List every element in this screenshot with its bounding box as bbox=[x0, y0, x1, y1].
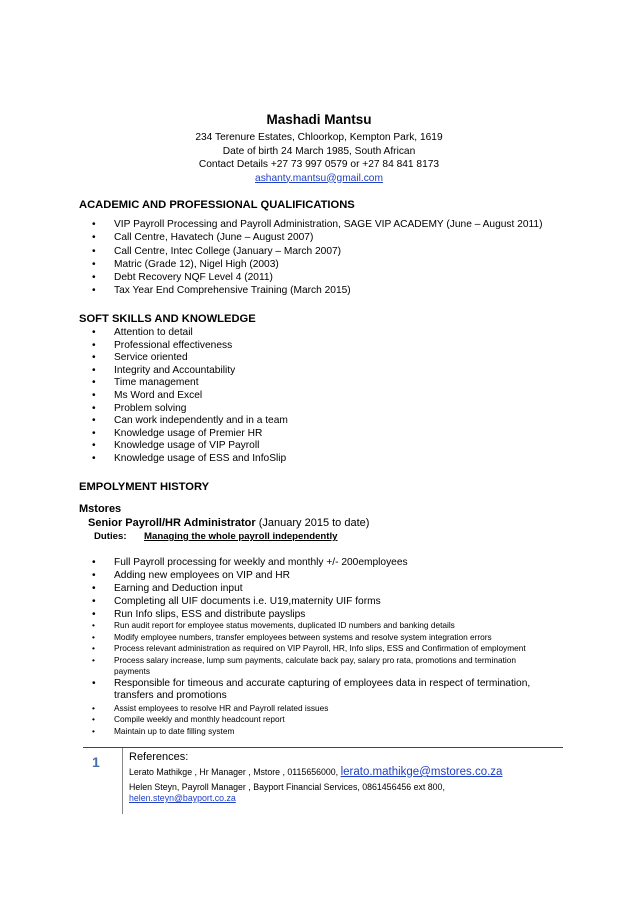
list-item-text: VIP Payroll Processing and Payroll Administration, SAGE VIP ACADEMY (June – August 2011) bbox=[114, 219, 543, 230]
company-name: Mstores bbox=[79, 503, 122, 515]
list-item-text: Modify employee numbers, transfer employees between systems and resolve system integration errors bbox=[114, 631, 492, 642]
list-item-text: Run Info slips, ESS and distribute payslips bbox=[114, 609, 306, 621]
list-item bbox=[0, 377, 288, 390]
bullet-icon: • bbox=[92, 352, 96, 364]
list-item bbox=[0, 352, 288, 365]
list-item bbox=[0, 245, 542, 258]
history-title: EMPOLYMENT HISTORY bbox=[79, 481, 210, 493]
bullet-icon: • bbox=[92, 427, 96, 439]
footer-divider bbox=[83, 747, 563, 748]
list-item bbox=[0, 703, 544, 715]
list-item bbox=[0, 403, 288, 416]
reference-2-email[interactable]: helen.steyn@bayport.co.za bbox=[129, 793, 236, 803]
list-item-text: Call Centre, Intec College (January – March 2007) bbox=[114, 245, 342, 257]
list-item-text: Run audit report for employee status movements, duplicated ID numbers and banking details bbox=[114, 620, 455, 630]
skills-list bbox=[0, 327, 288, 466]
bullet-icon: • bbox=[92, 272, 96, 284]
list-item-text: Knowledge usage of VIP Payroll bbox=[114, 440, 260, 452]
bullet-icon: • bbox=[92, 327, 96, 338]
list-item-text: Knowledge usage of ESS and InfoSlip bbox=[114, 452, 287, 464]
list-item-text: Integrity and Accountability bbox=[114, 364, 236, 376]
list-item-text: Maintain up to date filling system bbox=[114, 725, 235, 736]
list-item-text: Ms Word and Excel bbox=[114, 389, 203, 401]
candidate-name: Mashadi Mantsu bbox=[266, 112, 372, 127]
list-item bbox=[0, 340, 288, 353]
position-line bbox=[88, 517, 369, 529]
bullet-icon: • bbox=[92, 377, 96, 389]
list-item-text: Debt Recovery NQF Level 4 (2011) bbox=[114, 272, 273, 284]
bullet-icon: • bbox=[92, 620, 95, 630]
list-item bbox=[0, 726, 544, 738]
list-item bbox=[0, 595, 408, 608]
list-item-text: Adding new employees on VIP and HR bbox=[114, 570, 290, 582]
bullet-icon: • bbox=[92, 557, 96, 568]
list-item bbox=[0, 218, 542, 231]
reference-1-email[interactable]: lerato.mathikge@mstores.co.za bbox=[340, 766, 503, 778]
bullet-icon: • bbox=[92, 440, 96, 452]
list-item bbox=[0, 620, 544, 632]
list-item bbox=[0, 714, 544, 726]
list-item-text: Service oriented bbox=[114, 352, 188, 364]
bullet-icon: • bbox=[92, 339, 96, 351]
bullet-icon: • bbox=[92, 583, 96, 595]
list-item-text: Process salary increase, lump sum payments, calculate back pay, salary pro rata, promotions and termination payments bbox=[114, 654, 516, 677]
list-item-text: Problem solving bbox=[114, 402, 187, 414]
duties-list-detail bbox=[0, 620, 544, 738]
bullet-icon: • bbox=[92, 285, 96, 297]
bullet-icon: • bbox=[92, 570, 96, 582]
references-title: References: bbox=[129, 751, 189, 763]
bullet-icon: • bbox=[92, 219, 96, 230]
list-item-text: Attention to detail bbox=[114, 327, 193, 338]
list-item-text: Knowledge usage of Premier HR bbox=[114, 427, 263, 439]
academic-list bbox=[0, 218, 542, 298]
list-item-text: Time management bbox=[114, 377, 199, 389]
duties-line bbox=[94, 531, 338, 542]
bullet-icon: • bbox=[92, 389, 96, 401]
list-item bbox=[0, 643, 544, 655]
duties-list-main bbox=[0, 556, 408, 621]
position-dates: (January 2015 to date) bbox=[255, 517, 370, 529]
bullet-icon: • bbox=[92, 364, 96, 376]
list-item bbox=[0, 258, 542, 271]
list-item-text: Can work independently and in a team bbox=[114, 415, 288, 427]
list-item bbox=[0, 655, 544, 678]
list-item bbox=[0, 440, 288, 453]
list-item bbox=[0, 428, 288, 441]
list-item bbox=[0, 569, 408, 582]
bullet-icon: • bbox=[92, 402, 96, 414]
reference-1-text: Lerato Mathikge , Hr Manager , Mstore , 0115656000, bbox=[129, 767, 341, 777]
list-item bbox=[0, 415, 288, 428]
list-item bbox=[0, 271, 542, 284]
list-item-text: Call Centre, Havatech (June – August 2007) bbox=[114, 232, 314, 244]
skills-title: SOFT SKILLS AND KNOWLEDGE bbox=[79, 313, 256, 325]
list-item bbox=[0, 231, 542, 244]
resume-header bbox=[0, 112, 638, 185]
reference-1 bbox=[129, 766, 502, 778]
reference-2-text: Helen Steyn, Payroll Manager , Bayport Financial Services, 0861456456 ext 800, bbox=[129, 782, 445, 792]
bullet-icon: • bbox=[92, 452, 96, 464]
duties-label: Duties: bbox=[94, 531, 127, 542]
bullet-icon: • bbox=[92, 415, 96, 427]
position-title: Senior Payroll/HR Administrator bbox=[88, 517, 256, 529]
bullet-icon: • bbox=[92, 258, 96, 270]
email-link[interactable]: ashanty.mantsu@gmail.com bbox=[255, 172, 383, 184]
address-line: 234 Terenure Estates, Chloorkop, Kempton Park, 1619 bbox=[195, 132, 443, 143]
list-item-text: Matric (Grade 12), Nigel High (2003) bbox=[114, 258, 279, 270]
list-item-text: Earning and Deduction input bbox=[114, 583, 243, 595]
list-item bbox=[0, 327, 288, 340]
bullet-icon: • bbox=[92, 725, 95, 736]
bullet-icon: • bbox=[92, 609, 96, 621]
contact-line: Contact Details +27 73 997 0579 or +27 84 841 8173 bbox=[198, 159, 440, 170]
list-item-text: Full Payroll processing for weekly and monthly +/- 200employees bbox=[114, 557, 408, 568]
bullet-icon: • bbox=[92, 714, 95, 725]
list-item-text: Assist employees to resolve HR and Payroll related issues bbox=[114, 702, 329, 713]
bullet-icon: • bbox=[92, 643, 95, 654]
list-item-text: Process relevant administration as required on VIP Payroll, HR, Info slips, ESS and Confirmation of employment bbox=[114, 643, 526, 654]
bullet-icon: • bbox=[92, 677, 96, 689]
list-item bbox=[0, 390, 288, 403]
list-item bbox=[0, 582, 408, 595]
list-item bbox=[0, 632, 544, 644]
bullet-icon: • bbox=[92, 232, 96, 244]
academic-title: ACADEMIC AND PROFESSIONAL QUALIFICATIONS bbox=[79, 199, 355, 211]
list-item bbox=[0, 678, 544, 703]
list-item bbox=[0, 453, 288, 466]
list-item-text: Professional effectiveness bbox=[114, 339, 233, 351]
list-item bbox=[0, 556, 408, 569]
bullet-icon: • bbox=[92, 245, 96, 257]
list-item bbox=[0, 284, 542, 297]
list-item bbox=[0, 365, 288, 378]
list-item-text: Tax Year End Comprehensive Training (March 2015) bbox=[114, 285, 351, 297]
bullet-icon: • bbox=[92, 596, 96, 608]
page-number: 1 bbox=[92, 754, 100, 770]
dob-line: Date of birth 24 March 1985, South African bbox=[222, 145, 416, 157]
footer-vertical-divider bbox=[122, 748, 123, 814]
list-item-text: Completing all UIF documents i.e. U19,maternity UIF forms bbox=[114, 596, 381, 608]
bullet-icon: • bbox=[92, 631, 95, 642]
reference-2 bbox=[129, 782, 445, 804]
bullet-icon: • bbox=[92, 654, 95, 665]
list-item-text: Compile weekly and monthly headcount report bbox=[114, 714, 285, 725]
duties-text: Managing the whole payroll independently bbox=[144, 531, 338, 542]
bullet-icon: • bbox=[92, 702, 95, 713]
list-item-text: Responsible for timeous and accurate capturing of employees data in respect of termination, transfers and promotions bbox=[114, 677, 531, 702]
